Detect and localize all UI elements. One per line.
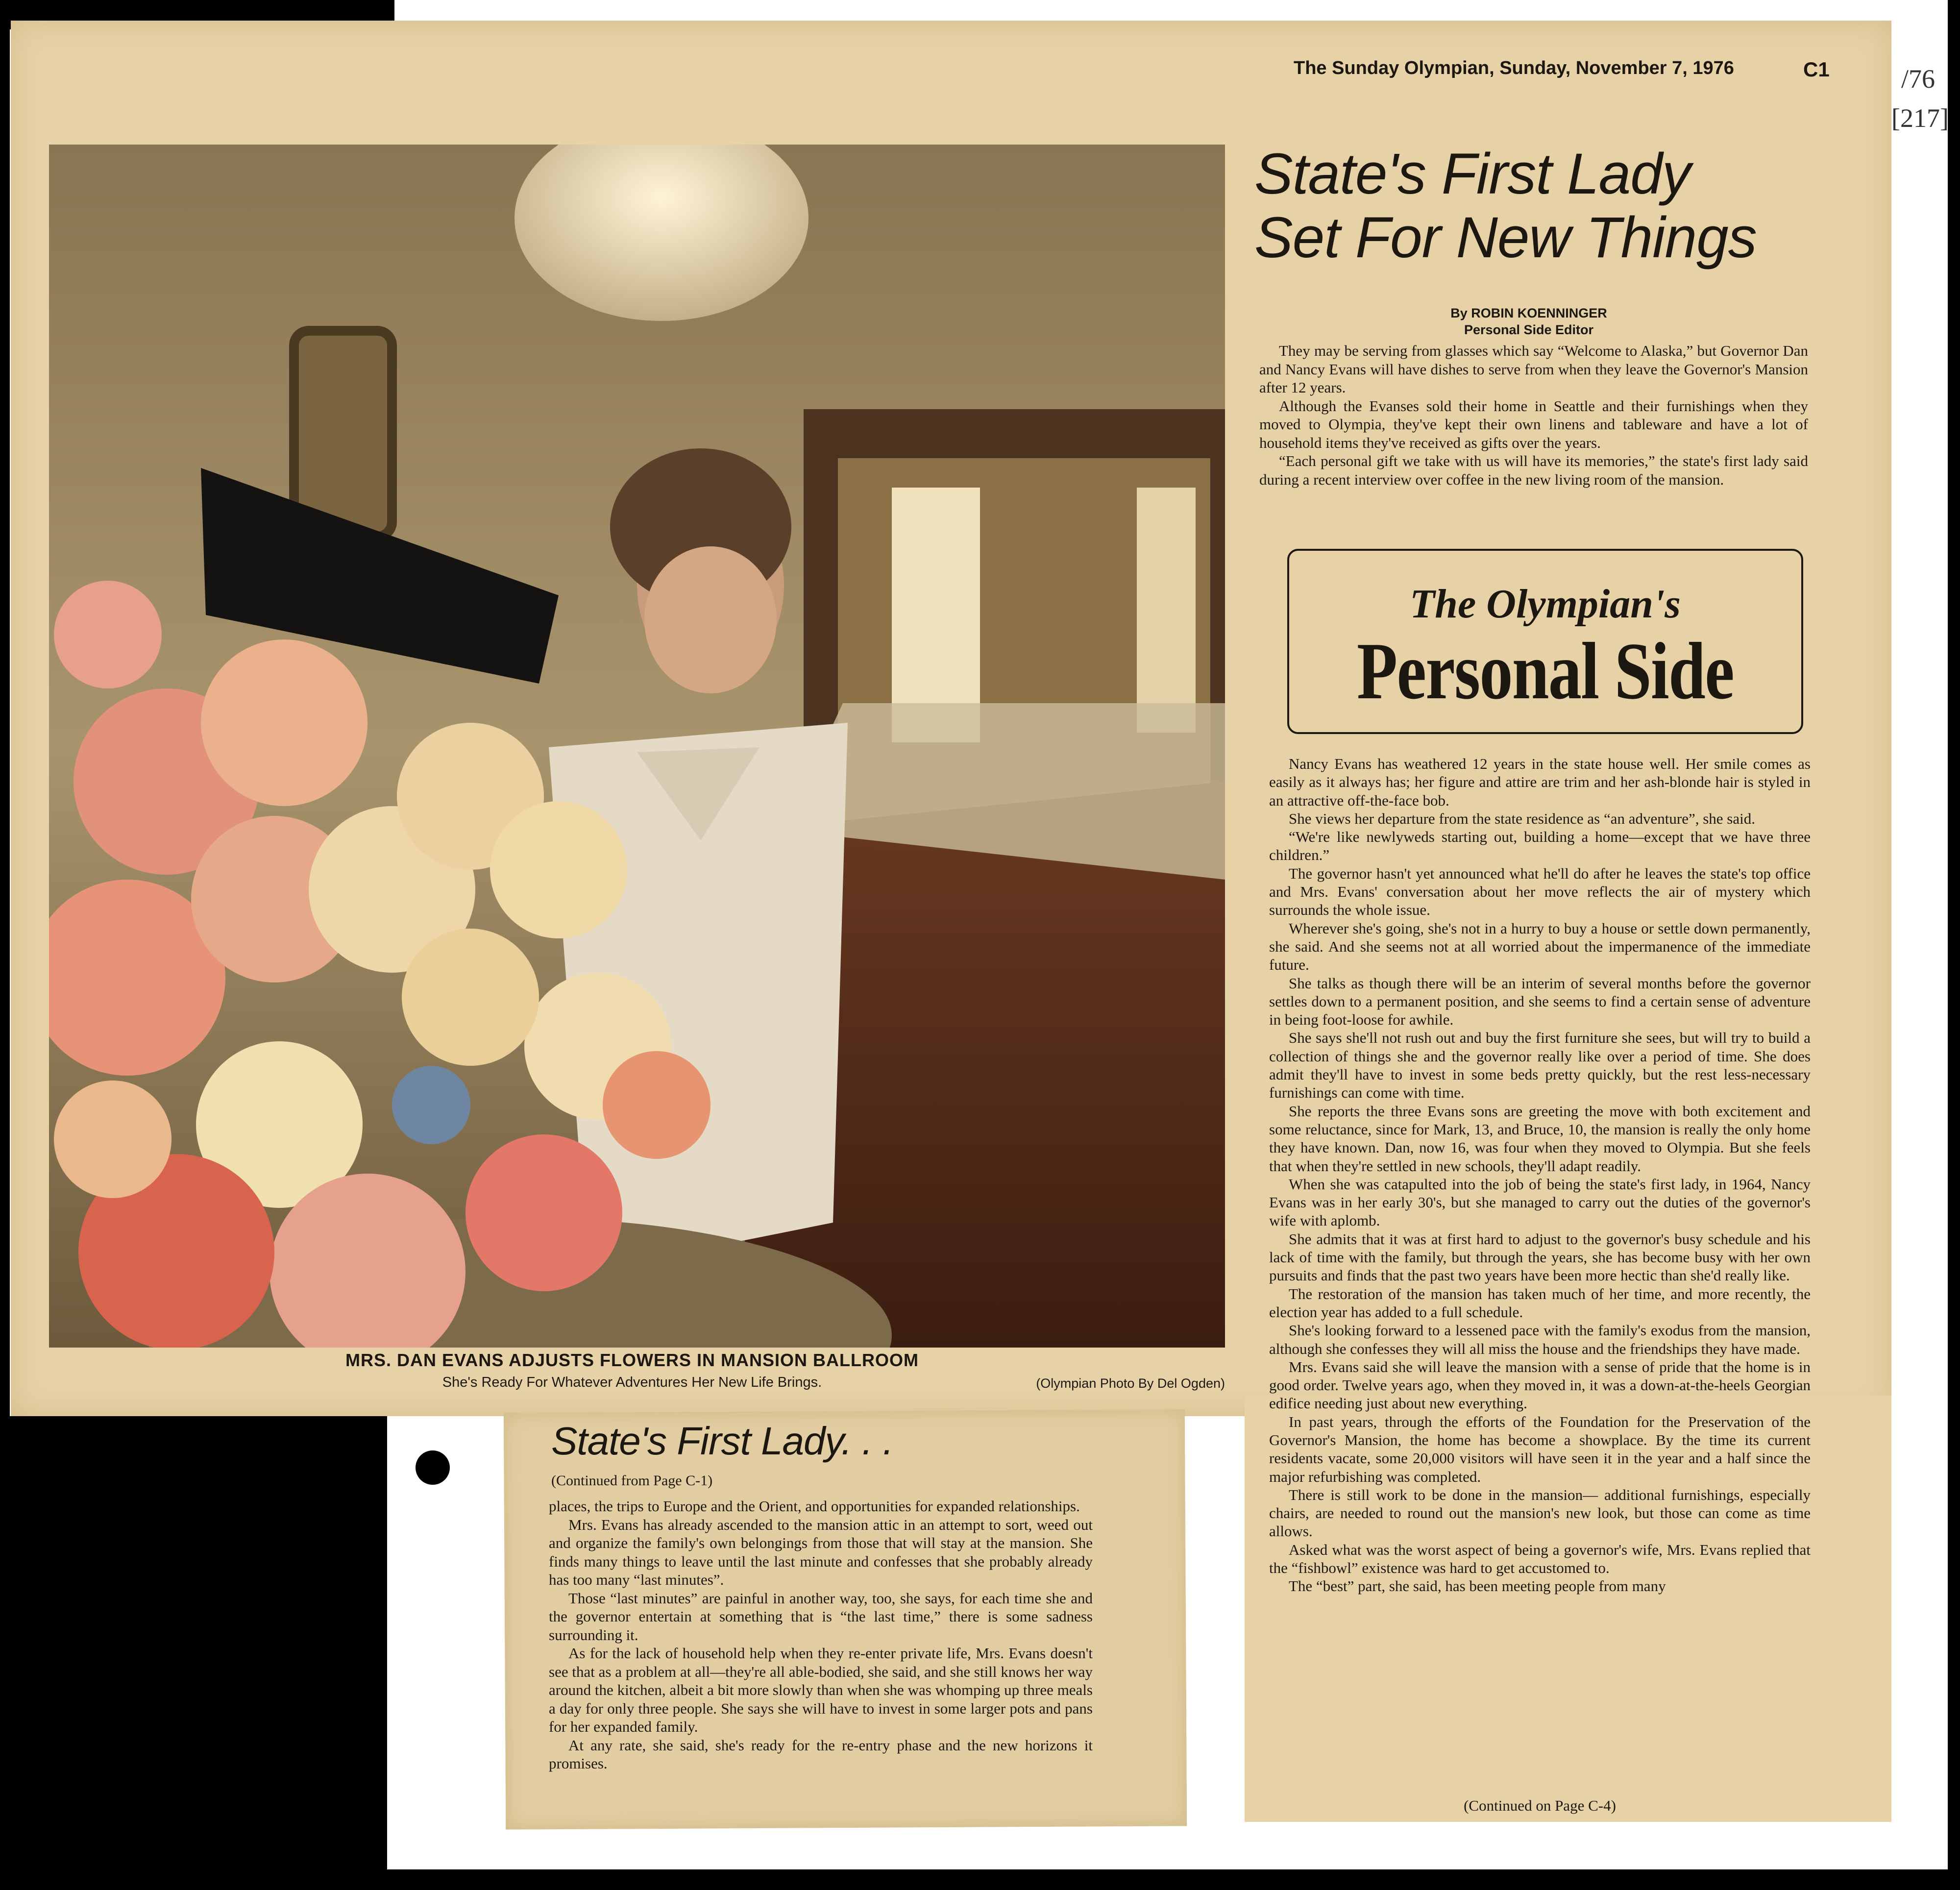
body-paragraph: Asked what was the worst aspect of being a governor's wife, Mrs. Evans replied that the “fishbowl” existence was hard to get accustomed to. <box>1269 1541 1811 1577</box>
continuation-paragraph: As for the lack of household help when they re-enter private life, Mrs. Evans doesn't see that as a problem at all—they're all able-bodied, she said, and she still knows her way around the kitchen, albeit a bit more slowly than when she was whomping up three meals a day for only three people. She says she will have to invest in some larger pots and pans for her expanded family. <box>549 1645 1093 1735</box>
intro-column <box>1259 342 1808 489</box>
byline-author: By ROBIN KOENNINGER <box>1450 306 1607 320</box>
archive-note-line1: /76 <box>1901 64 1936 94</box>
black-backing-right <box>1948 0 1960 1890</box>
continuation-paragraph: places, the trips to Europe and the Orient, and opportunities for expanded relationships. <box>549 1497 1080 1515</box>
intro-paragraph: “Each personal gift we take with us will have its memories,” the state's first lady said during a recent interview over coffee in the new living room of the mansion. <box>1259 452 1808 488</box>
intro-paragraph: Although the Evanses sold their home in Seattle and their furnishings when they moved to Olympia, they've kept their own linens and tableware and have a lot of household items they've received as gifts over the years. <box>1259 397 1808 451</box>
body-paragraph: She views her departure from the state residence as “an adventure”, she said. <box>1289 810 1755 827</box>
body-paragraph: She reports the three Evans sons are greeting the move with both excitement and some reluctance, since for Mark, 13, and Bruce, 10, the mansion is really the only home they have known. Dan, now 16, was four when they moved to Olympia. But she feels that when they're settled in new schools, they'll adapt readily. <box>1269 1102 1811 1175</box>
headline-line1: State's First Lady <box>1254 142 1690 206</box>
masthead: The Sunday Olympian, Sunday, November 7, 1976 <box>1294 58 1734 78</box>
body-paragraph: She talks as though there will be an interim of several months before the governor settles down to a permanent position, and she seems to find a certain sense of adventure in being foot-loose for awhile. <box>1269 974 1811 1029</box>
byline-title: Personal Side Editor <box>1464 322 1594 337</box>
body-paragraph: Wherever she's going, she's not in a hurry to buy a house or settle down permanently, she said. And she seems not at all worried about the impermanence of the immediate future. <box>1269 919 1811 974</box>
body-paragraph: The governor hasn't yet announced what he'll do after he leaves the state's top office and Mrs. Evans' conversation about her move reflects the air of mystery which surrounds the whole issue. <box>1269 864 1811 919</box>
article-headline <box>1254 142 1842 270</box>
intro-paragraph: They may be serving from glasses which say “Welcome to Alaska,” but Governor Dan and Nancy Evans will have dishes to serve from when they leave the Governor's Mansion after 12 years. <box>1259 342 1808 396</box>
photo-credit: (Olympian Photo By Del Ogden) <box>1036 1376 1225 1391</box>
page-number: C1 <box>1803 58 1830 81</box>
article-photo <box>49 145 1225 1348</box>
section-logo-line2: Personal Side <box>1357 626 1734 716</box>
body-paragraph: In past years, through the efforts of the Foundation for the Preservation of the Governor's Mansion, the home has become a showplace. By the time its current residents vacate, some 20,000 visitors will have seen it in the year and a half since the major refurbishing was completed. <box>1269 1413 1811 1485</box>
continuation-paragraph: At any rate, she said, she's ready for the re-entry phase and the new horizons it promises. <box>549 1736 1093 1772</box>
body-paragraph: There is still work to be done in the mansion— additional furnishings, especially chairs, are needed to round out the mansion's new look, but those can come as time allows. <box>1269 1486 1811 1540</box>
continued-to-note: (Continued on Page C-4) <box>1464 1797 1616 1814</box>
body-paragraph: She admits that it was at first hard to adjust to the governor's busy schedule and his lack of time with the family, but through the years, she has become busy with her own pursuits and finds that the past two years have been more hectic than she'd really like. <box>1269 1230 1811 1284</box>
section-logo-line1: The Olympian's <box>1409 581 1681 627</box>
continuation-paragraph: Those “last minutes” are painful in another way, too, she says, for each time she and the governor entertain at something that is “the last time,” there is some sadness surrounding it. <box>549 1589 1093 1644</box>
photo-subcaption: She's Ready For Whatever Adventures Her New Life Brings. <box>442 1375 822 1390</box>
body-paragraph: “We're like newlyweds starting out, building a home—except that we have three children.” <box>1269 828 1811 864</box>
section-logo <box>1287 549 1803 734</box>
photo-illustration <box>49 145 1225 1348</box>
body-paragraph: She's looking forward to a lessened pace with the family's exodus from the mansion, although she confesses they will all miss the house and the friendships they have made. <box>1269 1322 1811 1357</box>
punch-hole <box>416 1450 450 1485</box>
body-paragraph: Mrs. Evans said she will leave the mansion with a sense of pride that the home is in good order. Twelve years ago, when they moved in, it was a down-at-the-heels Georgian edifice needing just about new everything. <box>1269 1358 1811 1412</box>
body-paragraph: When she was catapulted into the job of being the state's first lady, in 1964, Nancy Evans was in her early 30's, but she managed to carry out the duties of the governor's wife with aplomb. <box>1269 1175 1811 1229</box>
body-paragraph: She says she'll not rush out and buy the first furniture she sees, but will try to build a collection of things she and the governor really like over a period of time. She does admit they'll have to invest in some beds pretty quickly, but the rest less-necessary furnishings can come with time. <box>1269 1029 1811 1102</box>
continuation-paragraph: Mrs. Evans has already ascended to the mansion attic in an attempt to sort, weed out and organize the family's own belongings from those that will stay at the mansion. She finds many things to leave until the last minute and confesses that she probably already has too many “last minutes”. <box>549 1516 1093 1588</box>
continuation-title: State's First Lady. . . <box>551 1419 893 1463</box>
continued-from-note: (Continued from Page C-1) <box>551 1473 713 1489</box>
body-column <box>1269 755 1811 1595</box>
body-paragraph: The “best” part, she said, has been meeting people from many <box>1289 1577 1666 1595</box>
body-paragraph: The restoration of the mansion has taken much of her time, and more recently, the election year has added to a full schedule. <box>1269 1285 1811 1321</box>
black-backing-bottom-left <box>0 1416 387 1890</box>
black-backing-bottom <box>0 1869 1960 1890</box>
headline-line2: Set For New Things <box>1254 205 1757 270</box>
byline <box>1254 305 1803 338</box>
continuation-column <box>549 1497 1093 1773</box>
photo-caption: MRS. DAN EVANS ADJUSTS FLOWERS IN MANSION BALLROOM <box>345 1350 919 1370</box>
body-paragraph: Nancy Evans has weathered 12 years in the state house well. Her smile comes as easily as it always has; her figure and attire are trim and her ash-blonde hair is styled in an attractive off-the-face bob. <box>1269 755 1811 809</box>
archive-note-line2: [217] <box>1891 103 1949 133</box>
